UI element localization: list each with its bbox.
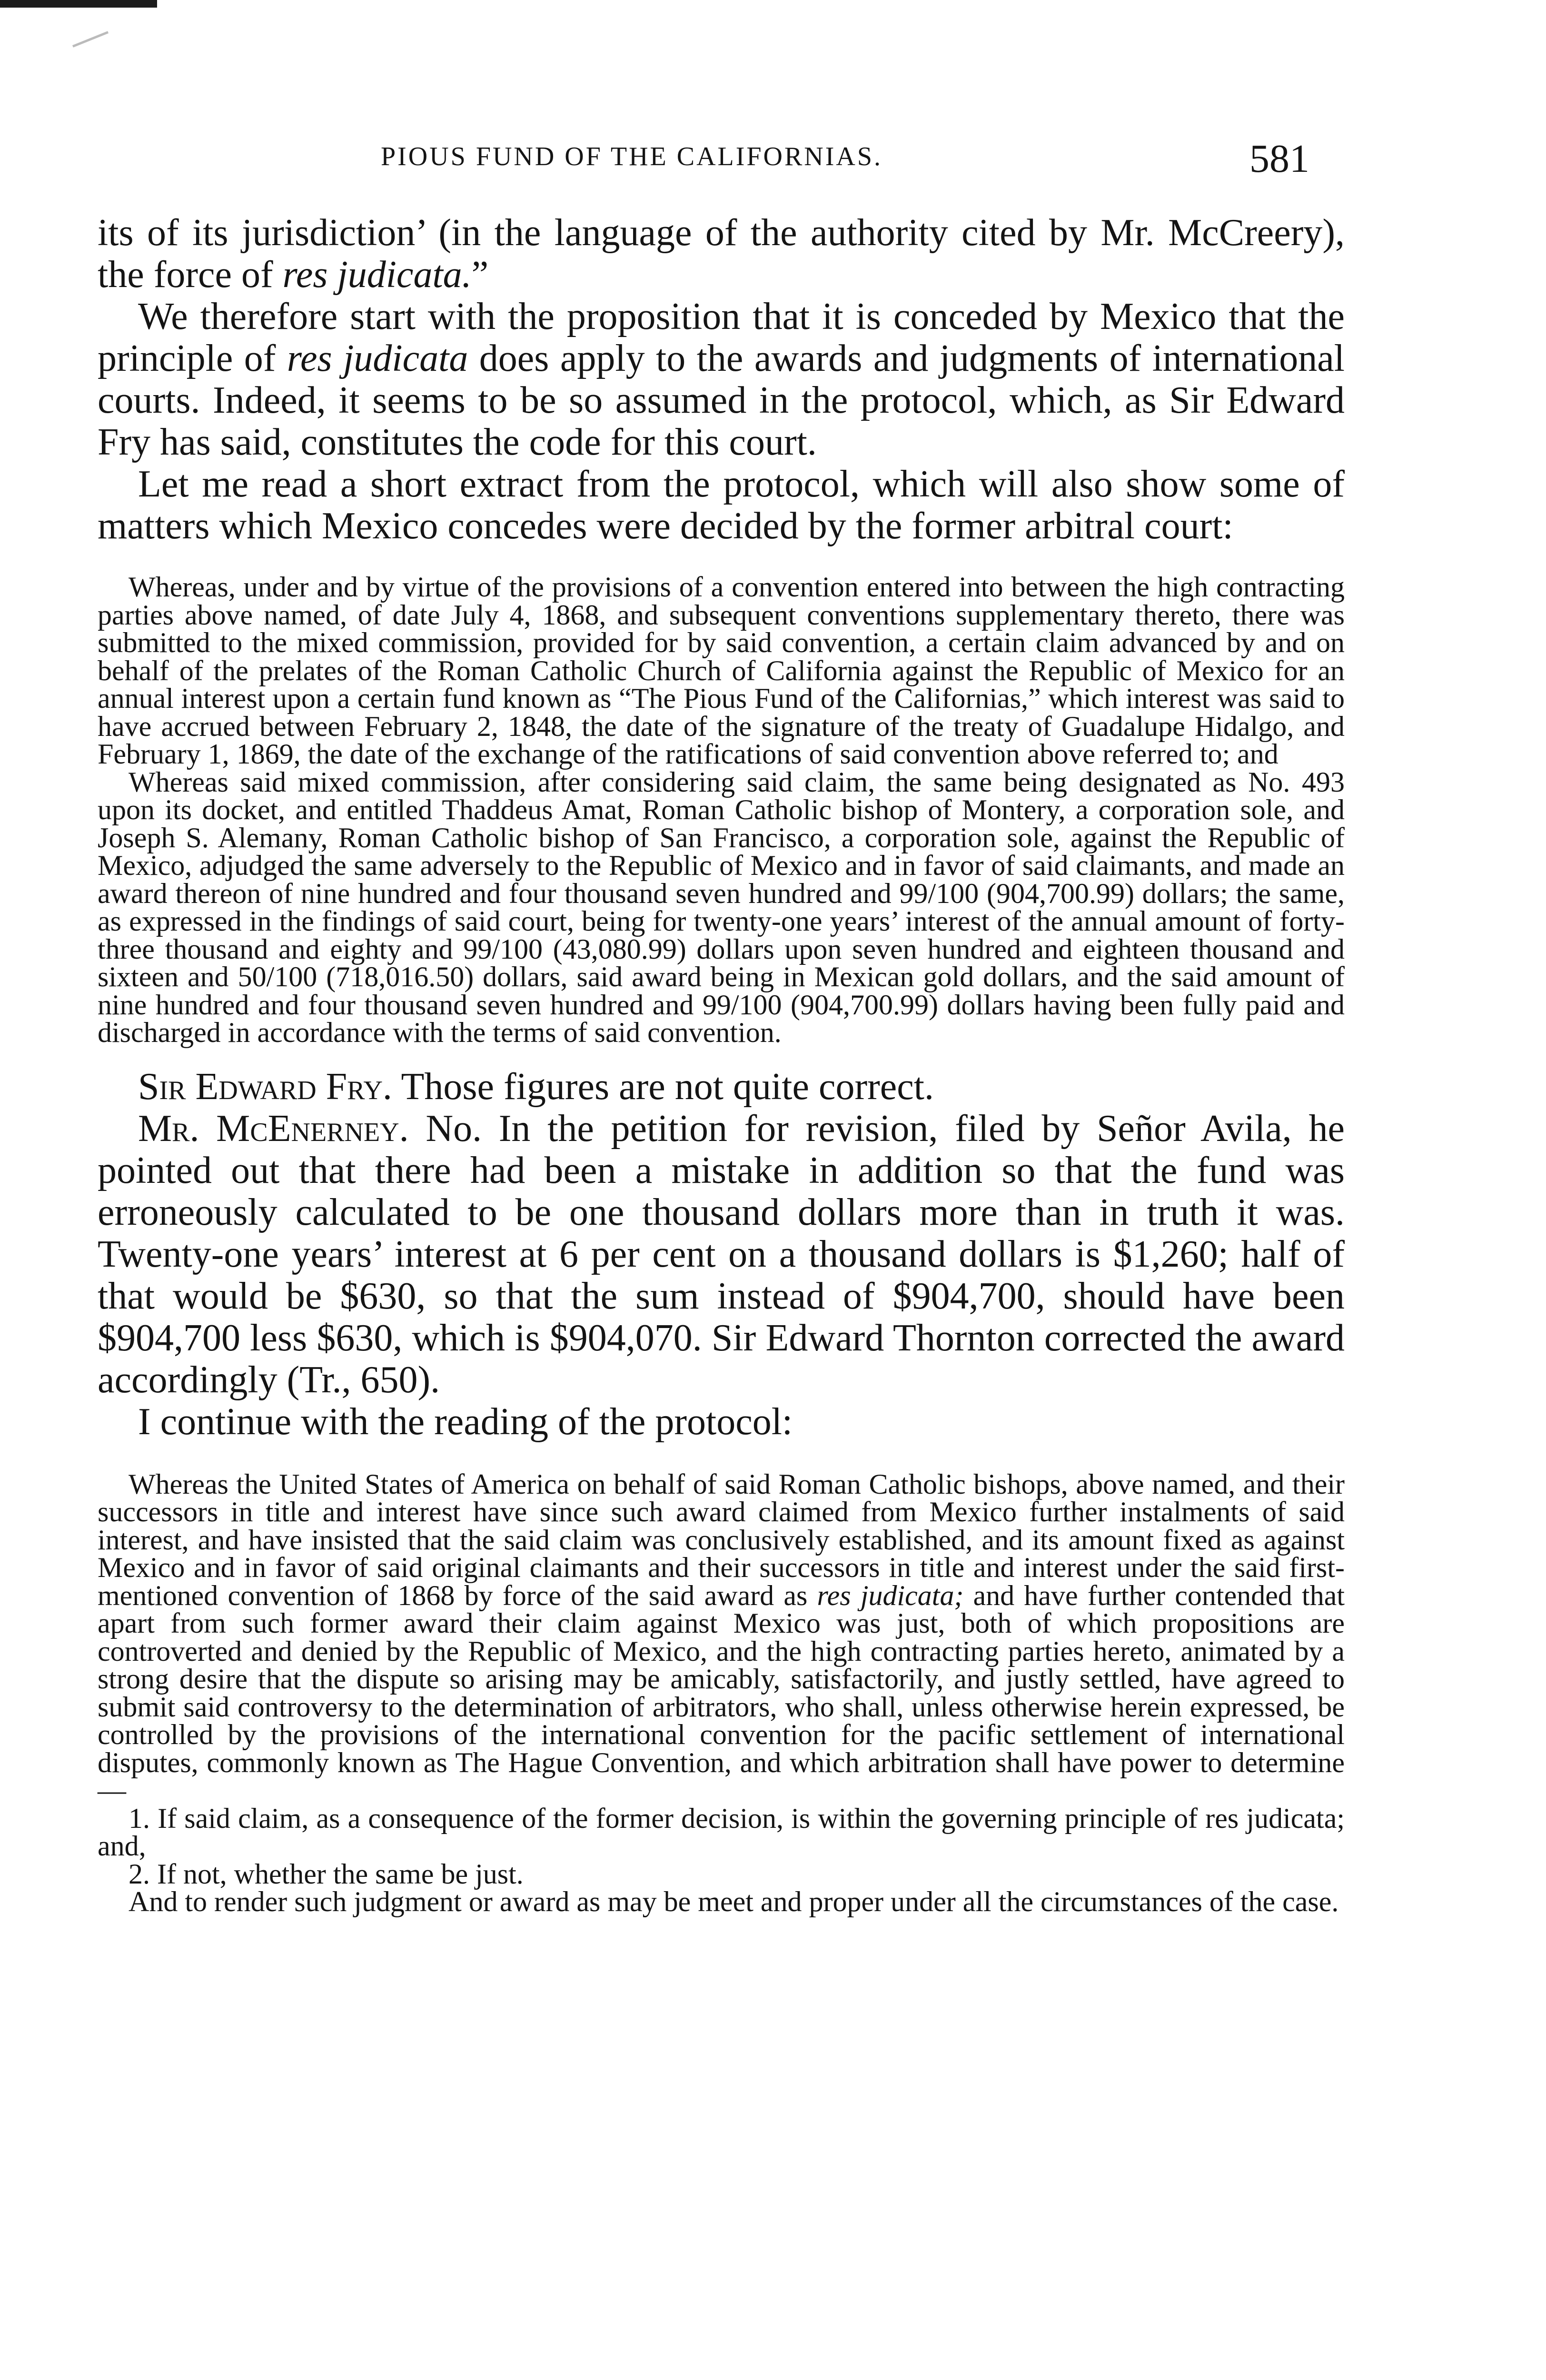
paragraph-extract-intro: Let me read a short extract from the protocol, which will also show some of matters which Mexico concedes were decided by the former arbitral court: <box>98 463 1345 547</box>
quote-paragraph <box>98 1470 1345 1805</box>
paragraph-continuation <box>98 212 1345 296</box>
quote-item-2: 2. If not, whether the same be just. <box>129 1858 524 1890</box>
scan-mark <box>72 31 109 48</box>
running-title: PIOUS FUND OF THE CALIFORNIAS. <box>381 142 882 171</box>
paragraph-continue-reading: I continue with the reading of the protocol: <box>138 1400 793 1443</box>
quote-paragraph: Whereas, under and by virtue of the provisions of a convention entered into between the high contracting parties above named, of date July 4, 1868, and subsequent conventions supplementary thereto, there was submitted to the mixed commission, provided for by said convention, a certain claim advanced by and on behalf of the prelates of the Roman Catholic Church of California against the Republic of Mexico for an annual interest upon a certain fund known as “The Pious Fund of the Californias,” which interest was said to have accrued between February 2, 1848, the date of the signature of the treaty of Guadalupe Hidalgo, and February 1, 1869, the date of the exchange of the ratifications of said convention above referred to; and <box>98 571 1345 770</box>
page-body <box>98 212 1345 1916</box>
quote-paragraph: Whereas said mixed commission, after considering said claim, the same being designated as No. 493 upon its docket, and entitled Thaddeus Amat, Roman Catholic bishop of Montery, a corporation sole, and Joseph S. Alemany, Roman Catholic bishop of San Francisco, a corporation sole, against the Republic of Mexico, adjudged the same adversely to the Republic of Mexico and in favor of said claimants, and made an award thereon of nine hundred and four thousand seven hundred and 99/100 (904,700.99) dollars; the same, as expressed in the findings of said court, being for twenty-one years’ interest of the annual amount of forty-three thousand and eighty and 99/100 (43,080.99) dollars upon seven hundred and eighteen thousand and sixteen and 50/100 (718,016.50) dollars, said award being in Mexican gold dollars, and the said amount of nine hundred and four thousand seven hundred and 99/100 (904,700.99) dollars having been fully paid and discharged in accordance with the terms of said convention. <box>98 766 1345 1048</box>
speech-sir-edward-fry <box>98 1066 1345 1108</box>
text-run: and have further contended that apart from such former award their claim against Mexico was just, both of which propositions are controverted and denied by the Republic of Mexico, and the high contracting parties hereto, animated by a strong desire that the dispute so arising may be amicably, satisfactorily, and justly settled, have agreed to submit said controversy to the determination of arbitrators, who shall, unless otherwise herein expressed, be controlled by the provisions of the international convention for the pacific settlement of international disputes, commonly known as The Hague Convention, and which arbitration shall have power to determine— <box>98 1579 1345 1806</box>
text-run: We therefore start with the proposition that it is conceded by Mexico that the principle of <box>98 296 1345 379</box>
speech-text: Those figures are not quite correct. <box>392 1065 934 1108</box>
italic-term: res judicata. <box>282 254 472 296</box>
text-run: Whereas the United States of America on behalf of said Roman Catholic bishops, above named, and their successors in title and interest have since such award claimed from Mexico further instalments of said interest, and have insisted that the said claim was conclusively established, and its amount fixed as against Mexico and in favor of said original claimants and their successors in title and interest under the said first-mentioned convention of 1868 by force of the said award as <box>98 1468 1345 1611</box>
text-run: does apply to the awards and judgments of international courts. Indeed, it seems to be so assumed in the protocol, which, as Sir Edward Fry has said, constitutes the code for this court. <box>98 337 1345 463</box>
speaker-name: Sir Edward Fry. <box>138 1065 392 1108</box>
speech-text: No. In the petition for revision, filed by Señor Avila, he pointed out that there had been a mistake in addition so that the fund was erroneously calculated to be one thousand dollars more than in truth it was. Twenty-one years’ interest at 6 per cent on a thousand dollars is $1,260; half of that would be $630, so that the sum instead of $904,700, should have been $904,700 less $630, which is $904,070. Sir Edward Thornton corrected the award accordingly (Tr., 650). <box>98 1107 1345 1401</box>
italic-term: res judicata; <box>817 1579 964 1611</box>
text-run: ” <box>471 254 489 296</box>
page-number: 581 <box>1249 137 1309 181</box>
protocol-quote-2 <box>98 1470 1345 1916</box>
italic-term: res judicata <box>287 337 468 379</box>
quote-closing: And to render such judgment or award as may be meet and proper under all the circumstances of the case. <box>129 1886 1339 1917</box>
protocol-quote-1 <box>98 573 1345 1047</box>
quote-item-1: 1. If said claim, as a consequence of the former decision, is within the governing principle of res judicata; and, <box>98 1802 1345 1862</box>
scan-edge-rule <box>0 0 157 8</box>
running-head <box>0 136 1546 188</box>
speaker-name: Mr. McEnerney. <box>138 1107 409 1150</box>
speech-mr-mcenerney <box>98 1108 1345 1401</box>
paragraph-res-judicata <box>98 296 1345 463</box>
text-run: its of its jurisdiction’ (in the language of the authority cited by Mr. McCreery), the force of <box>98 212 1345 296</box>
